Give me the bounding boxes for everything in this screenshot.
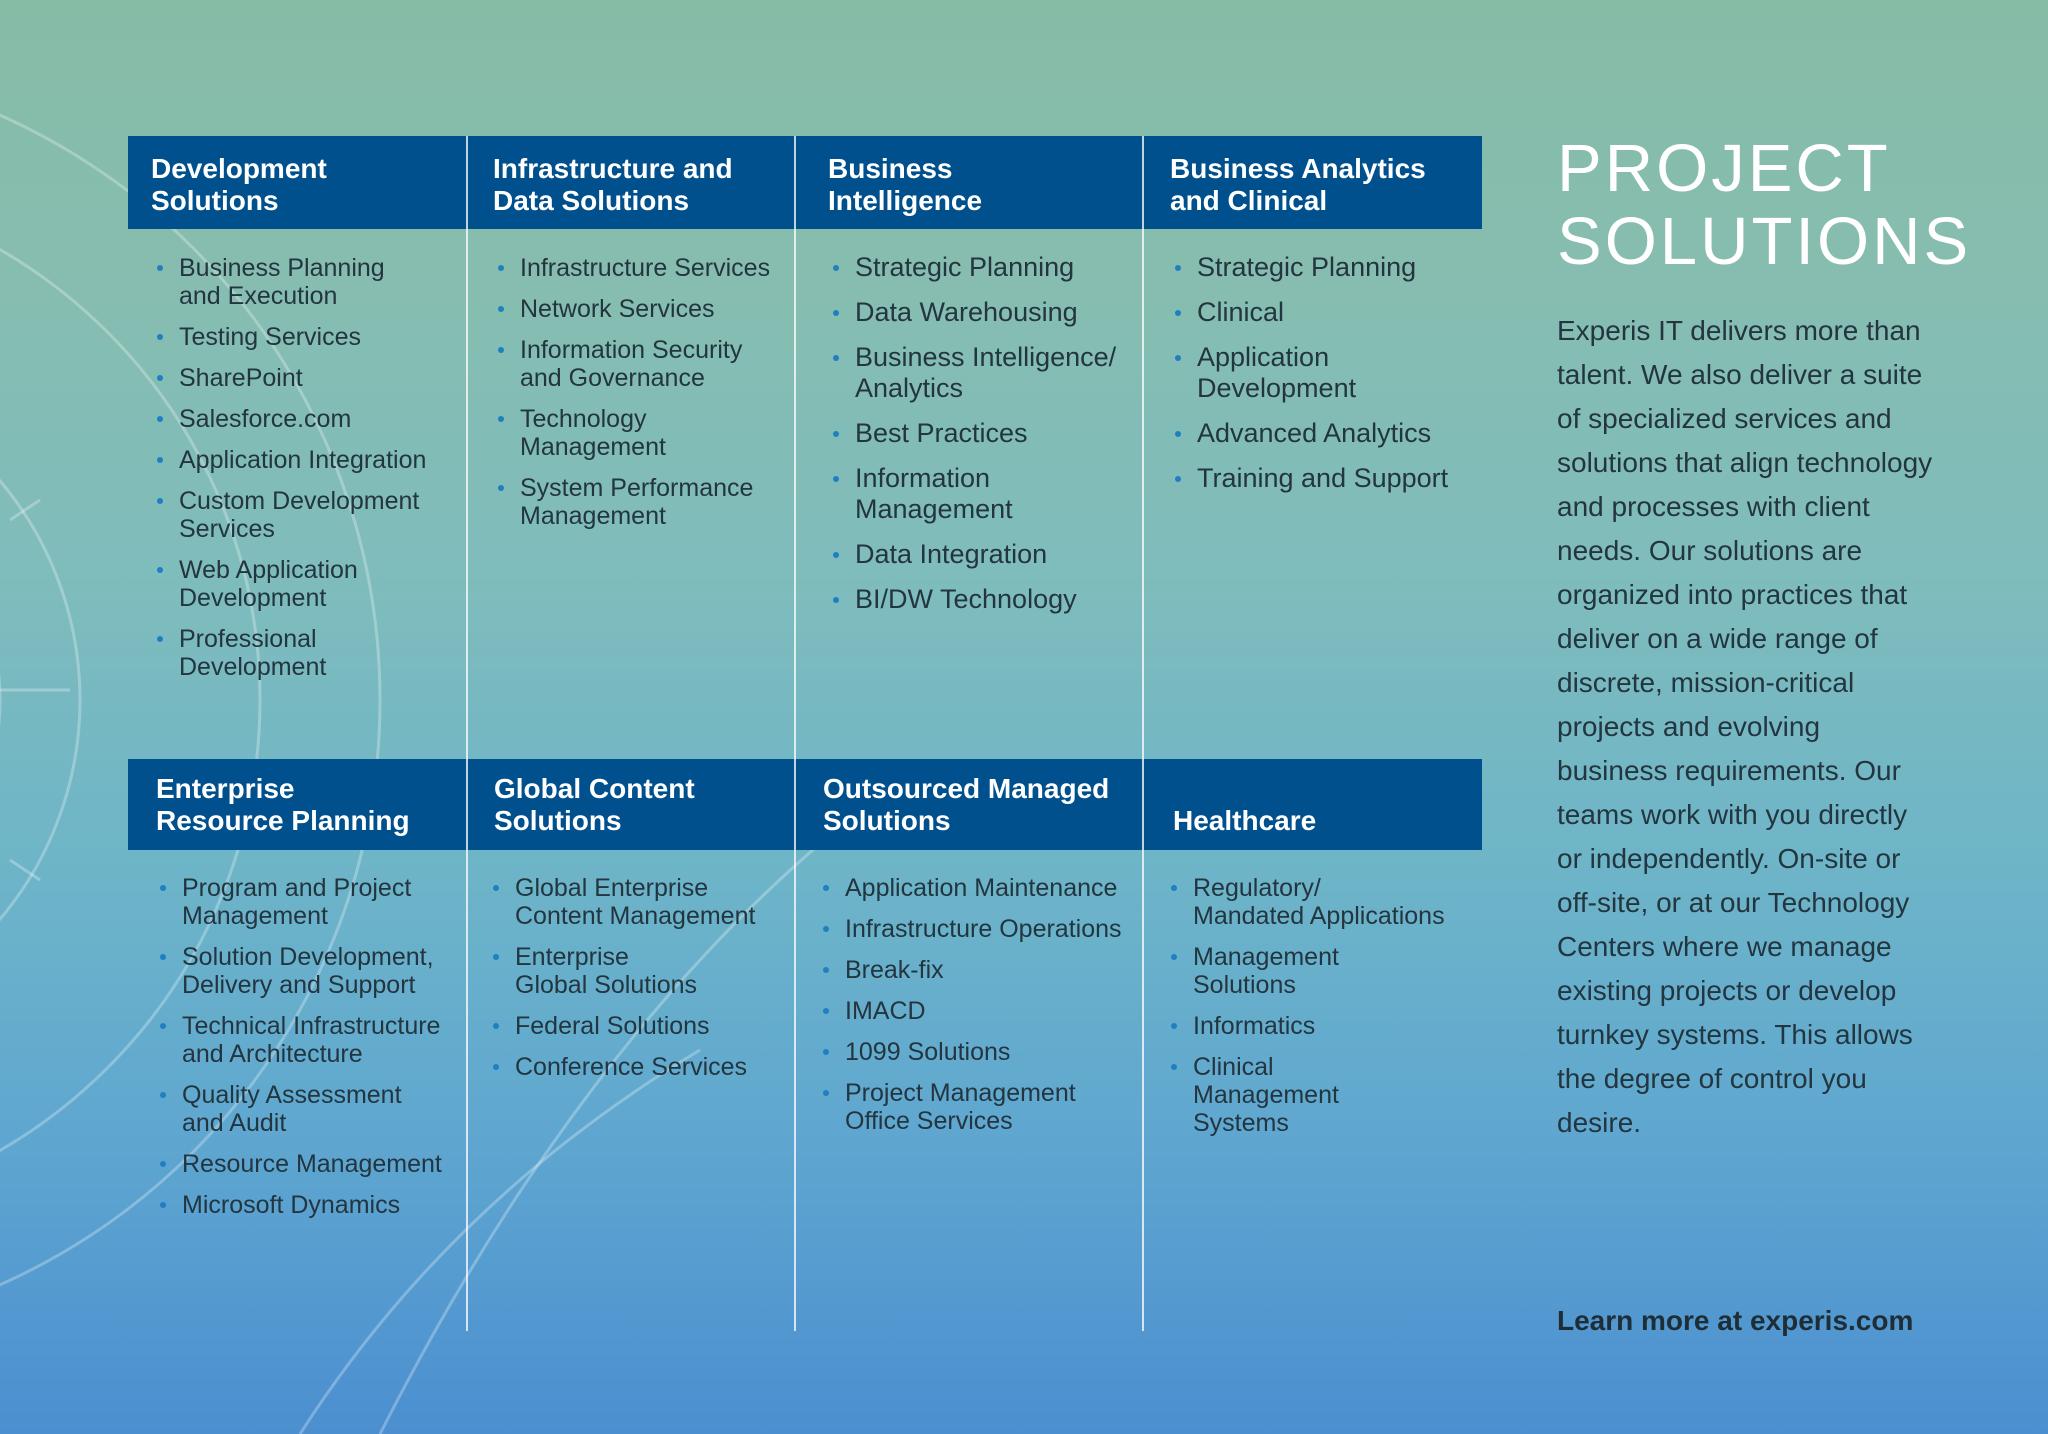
list-item: Conference Services xyxy=(490,1053,790,1081)
list-item: Resource Management xyxy=(157,1150,462,1178)
list-item: Advanced Analytics xyxy=(1172,418,1477,449)
list-item: Professional Development xyxy=(154,625,464,681)
list-enterprise-resource-planning xyxy=(157,874,462,1232)
list-item: Regulatory/ Mandated Applications xyxy=(1168,874,1478,930)
column-title-enterprise-resource-planning: Enterprise Resource Planning xyxy=(156,773,410,836)
list-business-intelligence xyxy=(830,252,1135,629)
list-item: Web Application Development xyxy=(154,556,464,612)
list-item: Best Practices xyxy=(830,418,1135,449)
list-item: Testing Services xyxy=(154,323,464,351)
column-title-business-intelligence: Business Intelligence xyxy=(828,153,983,216)
list-item: Management Solutions xyxy=(1168,943,1478,999)
list-item: Custom Development Services xyxy=(154,487,464,543)
list-item: BI/DW Technology xyxy=(830,584,1135,615)
list-item: Business Intelligence/ Analytics xyxy=(830,342,1135,404)
column-divider xyxy=(1142,136,1144,1331)
list-healthcare xyxy=(1168,874,1478,1150)
list-item: Global Enterprise Content Management xyxy=(490,874,790,930)
list-item: Clinical Management Systems xyxy=(1168,1053,1478,1137)
list-item: Clinical xyxy=(1172,297,1477,328)
list-development-solutions xyxy=(154,254,464,694)
list-item: Application Development xyxy=(1172,342,1477,404)
list-item: Business Planning and Execution xyxy=(154,254,464,310)
list-item: Application Maintenance xyxy=(820,874,1135,902)
learn-more-link[interactable]: Learn more at experis.com xyxy=(1557,1305,1914,1336)
list-item: Break-fix xyxy=(820,956,1135,984)
column-title-outsourced-managed-solutions: Outsourced Managed Solutions xyxy=(823,773,1110,836)
list-item: 1099 Solutions xyxy=(820,1038,1135,1066)
list-item: Data Warehousing xyxy=(830,297,1135,328)
list-item: Project Management Office Services xyxy=(820,1079,1135,1135)
page-title: PROJECT SOLUTIONS xyxy=(1557,131,1972,279)
list-item: Application Integration xyxy=(154,446,464,474)
list-item: Solution Development, Delivery and Support xyxy=(157,943,462,999)
list-item: SharePoint xyxy=(154,364,464,392)
intro-paragraph: Experis IT delivers more than talent. We also deliver a suite of specialized services and solutions that align technology and processes with client needs. Our solutions are organized into practices that deliver on a wide range of discrete, mission-critical projects and evolving business requirements. Our teams work with you directly or independently. On-site or off-site, or at our Technology Centers where we manage existing projects or develop turnkey systems. This allows the degree of control you desire. xyxy=(1557,315,1933,1138)
list-item: Strategic Planning xyxy=(830,252,1135,283)
list-item: Infrastructure Services xyxy=(495,254,790,282)
list-item: Salesforce.com xyxy=(154,405,464,433)
list-item: Information Management xyxy=(830,463,1135,525)
list-item: Microsoft Dynamics xyxy=(157,1191,462,1219)
list-item: Infrastructure Operations xyxy=(820,915,1135,943)
list-item: Information Security and Governance xyxy=(495,336,790,392)
column-divider xyxy=(466,136,468,1331)
column-title-global-content-solutions: Global Content Solutions xyxy=(494,773,695,836)
list-item: Quality Assessment and Audit xyxy=(157,1081,462,1137)
solutions-grid xyxy=(128,136,1482,1331)
list-item: IMACD xyxy=(820,997,1135,1025)
column-title-healthcare: Healthcare xyxy=(1173,805,1317,836)
list-item: Technology Management xyxy=(495,405,790,461)
list-item: Technical Infrastructure and Architecture xyxy=(157,1012,462,1068)
list-item: Program and Project Management xyxy=(157,874,462,930)
list-item: System Performance Management xyxy=(495,474,790,530)
list-business-analytics-clinical xyxy=(1172,252,1477,508)
list-item: Enterprise Global Solutions xyxy=(490,943,790,999)
list-item: Training and Support xyxy=(1172,463,1477,494)
column-title-infrastructure-data-solutions: Infrastructure and Data Solutions xyxy=(493,153,733,216)
project-solutions-panel xyxy=(1557,131,1972,1173)
list-global-content-solutions xyxy=(490,874,790,1094)
column-title-business-analytics-clinical: Business Analytics and Clinical xyxy=(1170,153,1426,216)
list-item: Data Integration xyxy=(830,539,1135,570)
list-item: Strategic Planning xyxy=(1172,252,1477,283)
list-infrastructure-data-solutions xyxy=(495,254,790,543)
list-item: Federal Solutions xyxy=(490,1012,790,1040)
column-title-development-solutions: Development Solutions xyxy=(151,153,327,216)
list-outsourced-managed-solutions xyxy=(820,874,1135,1148)
column-divider xyxy=(794,136,796,1331)
list-item: Informatics xyxy=(1168,1012,1478,1040)
list-item: Network Services xyxy=(495,295,790,323)
